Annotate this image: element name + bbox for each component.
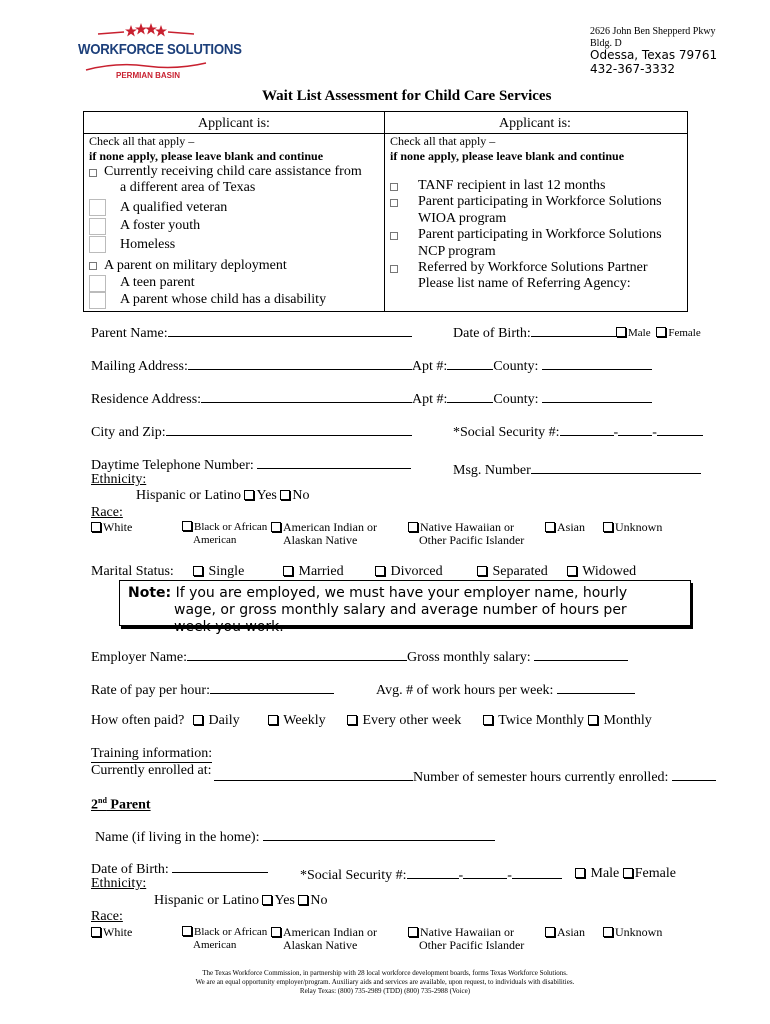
city-zip-label: City and Zip: <box>91 425 166 440</box>
checkbox-ncp[interactable] <box>390 228 398 246</box>
address-line1: 2626 John Ben Shepperd Pkwy <box>590 26 716 37</box>
gross-salary-field[interactable] <box>534 648 628 661</box>
gross-salary-label: Gross monthly salary: <box>407 650 531 665</box>
second-female-label: Female <box>634 866 676 881</box>
ssn-field-3[interactable] <box>657 423 703 436</box>
employer-field[interactable] <box>187 648 407 661</box>
checkbox-child-disability[interactable] <box>89 292 106 309</box>
training-label: Training information: <box>91 746 213 761</box>
checkbox-homeless[interactable] <box>89 236 106 253</box>
hispanic-no-checkbox[interactable] <box>280 490 290 500</box>
second-hispanic-no-checkbox[interactable] <box>298 895 308 905</box>
logo-sub-text: PERMIAN BASIN <box>116 71 181 80</box>
every-other-week-checkbox[interactable] <box>347 715 357 725</box>
second-race-nh-checkbox[interactable] <box>408 927 418 937</box>
applicant-right-instr2: if none apply, please leave blank and continue <box>390 149 625 163</box>
note-box <box>119 580 691 635</box>
residence-county-label: County: <box>493 392 539 407</box>
rate-label: Rate of pay per hour: <box>91 683 210 698</box>
separated-label: Separated <box>492 564 548 579</box>
second-ssn-label: *Social Security #: <box>300 868 407 883</box>
address-line2: Bldg. D <box>590 38 622 49</box>
applicant-left-instr1: Check all that apply – <box>89 134 195 148</box>
widowed-checkbox[interactable] <box>567 566 577 576</box>
checkbox-cca-other-area[interactable] <box>89 165 97 183</box>
single-label: Single <box>208 564 245 579</box>
note-label: Note: <box>128 585 172 601</box>
race-amind-label-2: Alaskan Native <box>283 533 358 547</box>
address-city: Odessa, Texas 79761 <box>590 48 718 62</box>
item-ncp-cont: NCP program <box>418 244 496 259</box>
race-white-checkbox[interactable] <box>91 522 101 532</box>
mailing-county-label: County: <box>493 359 539 374</box>
second-hispanic-yes-checkbox[interactable] <box>262 895 272 905</box>
employer-label: Employer Name: <box>91 650 188 665</box>
ssn-field-1[interactable] <box>560 423 614 436</box>
avg-hours-label: Avg. # of work hours per week: <box>376 683 554 698</box>
mailing-label: Mailing Address: <box>91 359 188 374</box>
monthly-label: Monthly <box>603 713 652 728</box>
hispanic-label: Hispanic or Latino <box>136 488 241 503</box>
second-ssn-field-2[interactable] <box>463 866 507 879</box>
race-white-label: White <box>103 520 133 534</box>
item-child-disability: A parent whose child has a disability <box>120 292 327 307</box>
semester-hours-field[interactable] <box>672 768 716 781</box>
checkbox-military[interactable] <box>89 258 97 276</box>
race-label: Race: <box>91 505 123 520</box>
second-race-nh-label-2: Other Pacific Islander <box>419 938 525 952</box>
checkbox-teen-parent[interactable] <box>89 275 106 292</box>
enrolled-field[interactable] <box>214 768 413 781</box>
note-line2: wage, or gross monthly salary and average number of hours per <box>174 602 627 618</box>
second-race-amind-label-2: Alaskan Native <box>283 938 358 952</box>
monthly-checkbox[interactable] <box>588 715 598 725</box>
second-dob-label: Date of Birth: <box>91 862 169 877</box>
twice-monthly-label: Twice Monthly <box>498 713 584 728</box>
second-ssn-field-3[interactable] <box>512 866 562 879</box>
twice-monthly-checkbox[interactable] <box>483 715 493 725</box>
item-referred: Referred by Workforce Solutions Partner <box>418 260 648 275</box>
msg-number-label: Msg. Number <box>453 463 531 478</box>
mailing-field[interactable] <box>188 357 412 370</box>
item-teen-parent: A teen parent <box>120 275 195 290</box>
race-black-label: Black or African <box>194 521 268 533</box>
logo-main-text: WORKFORCE SOLUTIONS <box>78 41 242 58</box>
applicant-right-instr1: Check all that apply – <box>390 134 496 148</box>
residence-apt-label: Apt #: <box>412 392 448 407</box>
daytime-phone-field[interactable] <box>257 456 411 469</box>
ethnicity-label: Ethnicity: <box>91 472 147 487</box>
applicant-right-header: Applicant is: <box>499 116 571 131</box>
second-ssn-field-1[interactable] <box>407 866 459 879</box>
residence-apt-field[interactable] <box>447 390 493 403</box>
checkbox-wioa[interactable] <box>390 195 398 213</box>
applicant-left-header: Applicant is: <box>198 116 270 131</box>
logo <box>76 20 242 90</box>
msg-number-field[interactable] <box>531 461 701 474</box>
divorced-checkbox[interactable] <box>375 566 385 576</box>
note-line3: week you work. <box>174 619 284 635</box>
single-checkbox[interactable] <box>193 566 203 576</box>
mailing-apt-label: Apt #: <box>411 359 448 374</box>
item-tanf: TANF recipient in last 12 months <box>418 178 606 193</box>
item-homeless: Homeless <box>120 237 176 252</box>
second-race-asian-label: Asian <box>557 925 585 939</box>
second-race-unknown-checkbox[interactable] <box>603 927 613 937</box>
residence-field[interactable] <box>201 390 412 403</box>
daily-label: Daily <box>208 713 240 728</box>
item-ncp: Parent participating in Workforce Solutions <box>418 227 662 242</box>
separated-checkbox[interactable] <box>477 566 487 576</box>
page-title: Wait List Assessment for Child Care Services <box>262 88 552 104</box>
item-foster-youth: A foster youth <box>120 218 201 233</box>
second-male-label: Male <box>590 866 620 881</box>
item-cca-other-area: Currently receiving child care assistance from <box>104 164 362 179</box>
male-label: Male <box>628 327 651 339</box>
item-military: A parent on military deployment <box>104 258 287 273</box>
mailing-county-field[interactable] <box>542 357 652 370</box>
married-label: Married <box>298 564 344 579</box>
footer-line2: We are an equal opportunity employer/program. Auxiliary aids and services are available, upon request, to individuals with disabilities. <box>195 978 575 986</box>
dob-label: Date of Birth: <box>453 326 531 341</box>
second-race-white-checkbox[interactable] <box>91 927 101 937</box>
mailing-apt-field[interactable] <box>447 357 493 370</box>
male-checkbox[interactable] <box>616 327 626 337</box>
second-name-field[interactable] <box>263 828 495 841</box>
item-veteran: A qualified veteran <box>120 200 228 215</box>
ssn-label: *Social Security #: <box>453 425 560 440</box>
race-unknown-checkbox[interactable] <box>603 522 613 532</box>
parent-name-label: Parent Name: <box>91 326 168 341</box>
residence-county-field[interactable] <box>542 390 652 403</box>
race-asian-checkbox[interactable] <box>545 522 555 532</box>
race-nh-checkbox[interactable] <box>408 522 418 532</box>
daytime-phone-label: Daytime Telephone Number: <box>91 458 254 473</box>
every-other-week-label: Every other week <box>362 713 462 728</box>
race-nh-label-2: Other Pacific Islander <box>419 533 525 547</box>
race-asian-label: Asian <box>557 520 585 534</box>
second-race-black-label: Black or African <box>194 926 268 938</box>
avg-hours-field[interactable] <box>557 681 635 694</box>
second-parent-heading: 2nd Parent <box>91 796 151 813</box>
race-unknown-label: Unknown <box>615 520 663 534</box>
checkbox-veteran[interactable] <box>89 199 106 216</box>
how-often-label: How often paid? <box>91 713 185 728</box>
married-checkbox[interactable] <box>283 566 293 576</box>
checkbox-foster-youth[interactable] <box>89 218 106 235</box>
residence-label: Residence Address: <box>91 392 202 407</box>
item-wioa: Parent participating in Workforce Solutions <box>418 194 662 209</box>
second-race-unknown-label: Unknown <box>615 925 663 939</box>
second-hispanic-yes-label: Yes <box>274 893 295 908</box>
footer-line1: The Texas Workforce Commission, in partnership with 28 local workforce development boards, forms Texas Workforce Solutions. <box>202 969 568 977</box>
daily-checkbox[interactable] <box>193 715 203 725</box>
applicant-left-instr2: if none apply, please leave blank and continue <box>89 149 324 163</box>
second-hispanic-label: Hispanic or Latino <box>154 893 259 908</box>
race-nh-label: Native Hawaiian or <box>420 520 514 534</box>
second-race-black-label-2: American <box>193 939 237 951</box>
race-amind-label: American Indian or <box>283 520 377 534</box>
second-race-black-checkbox[interactable] <box>182 926 192 936</box>
logo-stars-icon <box>76 20 216 40</box>
second-name-label: Name (if living in the home): <box>95 830 260 845</box>
second-race-label: Race: <box>91 909 123 924</box>
second-race-white-label: White <box>103 925 133 939</box>
second-hispanic-no-label: No <box>310 893 328 908</box>
city-zip-field[interactable] <box>166 423 412 436</box>
note-line1: If you are employed, we must have your employer name, hourly <box>171 585 628 601</box>
dob-field[interactable] <box>531 324 617 337</box>
widowed-label: Widowed <box>582 564 637 579</box>
race-amind-checkbox[interactable] <box>271 522 281 532</box>
second-female-checkbox[interactable] <box>623 868 633 878</box>
female-checkbox[interactable] <box>656 327 666 337</box>
hispanic-yes-label: Yes <box>256 488 277 503</box>
second-male-checkbox[interactable] <box>575 868 585 878</box>
second-race-amind-checkbox[interactable] <box>271 927 281 937</box>
weekly-label: Weekly <box>283 713 326 728</box>
enrolled-label: Currently enrolled at: <box>91 763 212 778</box>
second-ethnicity-label: Ethnicity: <box>91 876 147 891</box>
item-referring-agency: Please list name of Referring Agency: <box>418 276 631 291</box>
parent-name-field[interactable] <box>168 324 412 337</box>
second-race-asian-checkbox[interactable] <box>545 927 555 937</box>
ssn-field-2[interactable] <box>618 423 652 436</box>
semester-hours-label: Number of semester hours currently enrolled: <box>413 770 669 785</box>
item-cca-other-area-cont: a different area of Texas <box>120 180 256 195</box>
second-race-nh-label: Native Hawaiian or <box>420 925 514 939</box>
hispanic-no-label: No <box>292 488 310 503</box>
hispanic-yes-checkbox[interactable] <box>244 490 254 500</box>
second-race-amind-label: American Indian or <box>283 925 377 939</box>
footer-line3: Relay Texas: (800) 735-2989 (TDD) (800) 735-2988 (Voice) <box>299 987 471 995</box>
female-label: Female <box>668 327 701 339</box>
item-wioa-cont: WIOA program <box>418 211 507 226</box>
rate-field[interactable] <box>210 681 334 694</box>
race-black-label-2: American <box>193 534 237 546</box>
checkbox-referred[interactable] <box>390 261 398 279</box>
race-black-checkbox[interactable] <box>182 521 192 531</box>
divorced-label: Divorced <box>390 564 443 579</box>
second-dob-field[interactable] <box>172 860 268 873</box>
address-phone: 432-367-3332 <box>590 62 676 76</box>
marital-status-label: Marital Status: <box>91 564 174 579</box>
weekly-checkbox[interactable] <box>268 715 278 725</box>
